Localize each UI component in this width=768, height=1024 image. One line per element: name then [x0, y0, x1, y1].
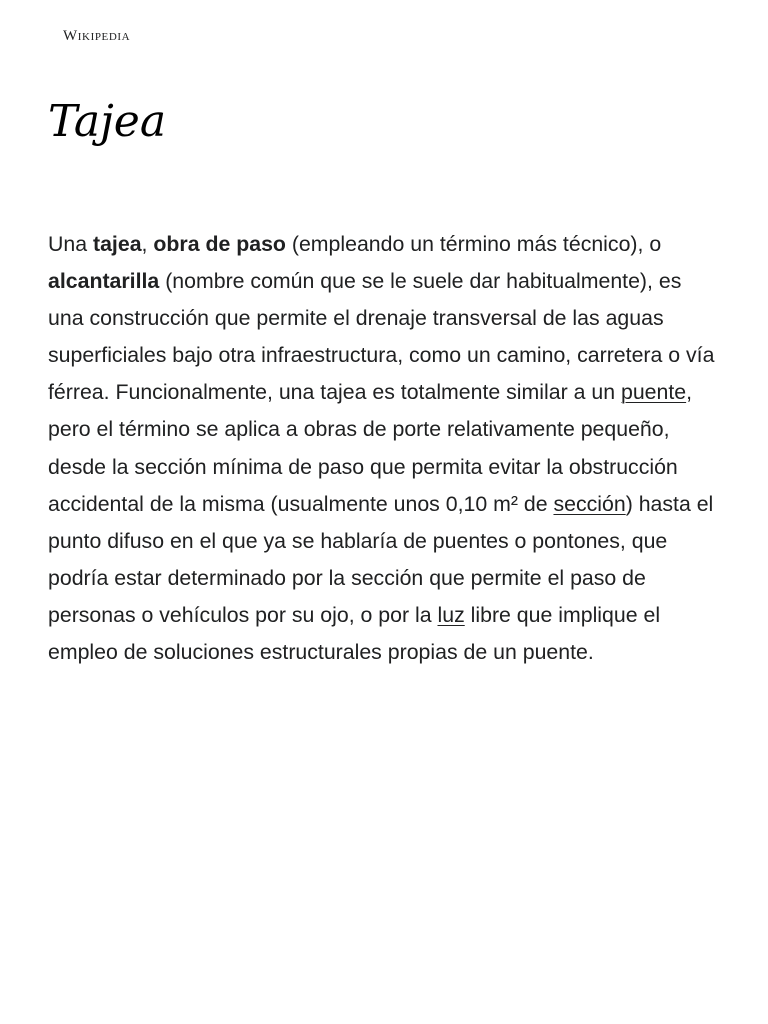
paragraph-text: (empleando un término más técnico), o [285, 232, 662, 256]
wikipedia-logo[interactable]: Wikipedia [63, 28, 131, 44]
bold-term-tajea: tajea [93, 232, 142, 256]
bold-term-obra-de-paso: obra de paso [153, 232, 286, 256]
link-puente[interactable]: puente [620, 380, 687, 405]
bold-term-alcantarilla: alcantarilla [48, 269, 160, 294]
link-seccion[interactable]: sección [553, 491, 626, 516]
paragraph-text: libre que implique el empleo de soluciones estructurales propias de un puente. [48, 602, 661, 665]
article-paragraph [48, 226, 720, 671]
paragraph-text: , [141, 232, 154, 256]
paragraph-text: Una [48, 232, 93, 256]
paragraph-text: , pero el término se aplica a obras de porte relativamente pequeño, desde la sección mínima de paso que permita evitar la obstrucción accidental de la misma (usualmente unos 0,10 m² de [48, 380, 693, 516]
link-luz[interactable]: luz [437, 602, 465, 627]
page-title: Tajea [48, 96, 167, 147]
paragraph-text: (nombre común que se le suele dar habitualmente), es una construcción que permite el drenaje transversal de las aguas superficiales bajo otra infraestructura, como un camino, carretera o vía férrea. Funcionalmente, una tajea es totalmente similar a un [48, 269, 715, 405]
paragraph-text: ) hasta el punto difuso en el que ya se hablaría de puentes o pontones, que podría estar determinado por la sección que permite el paso de personas o vehículos por su ojo, o por la [48, 491, 714, 627]
